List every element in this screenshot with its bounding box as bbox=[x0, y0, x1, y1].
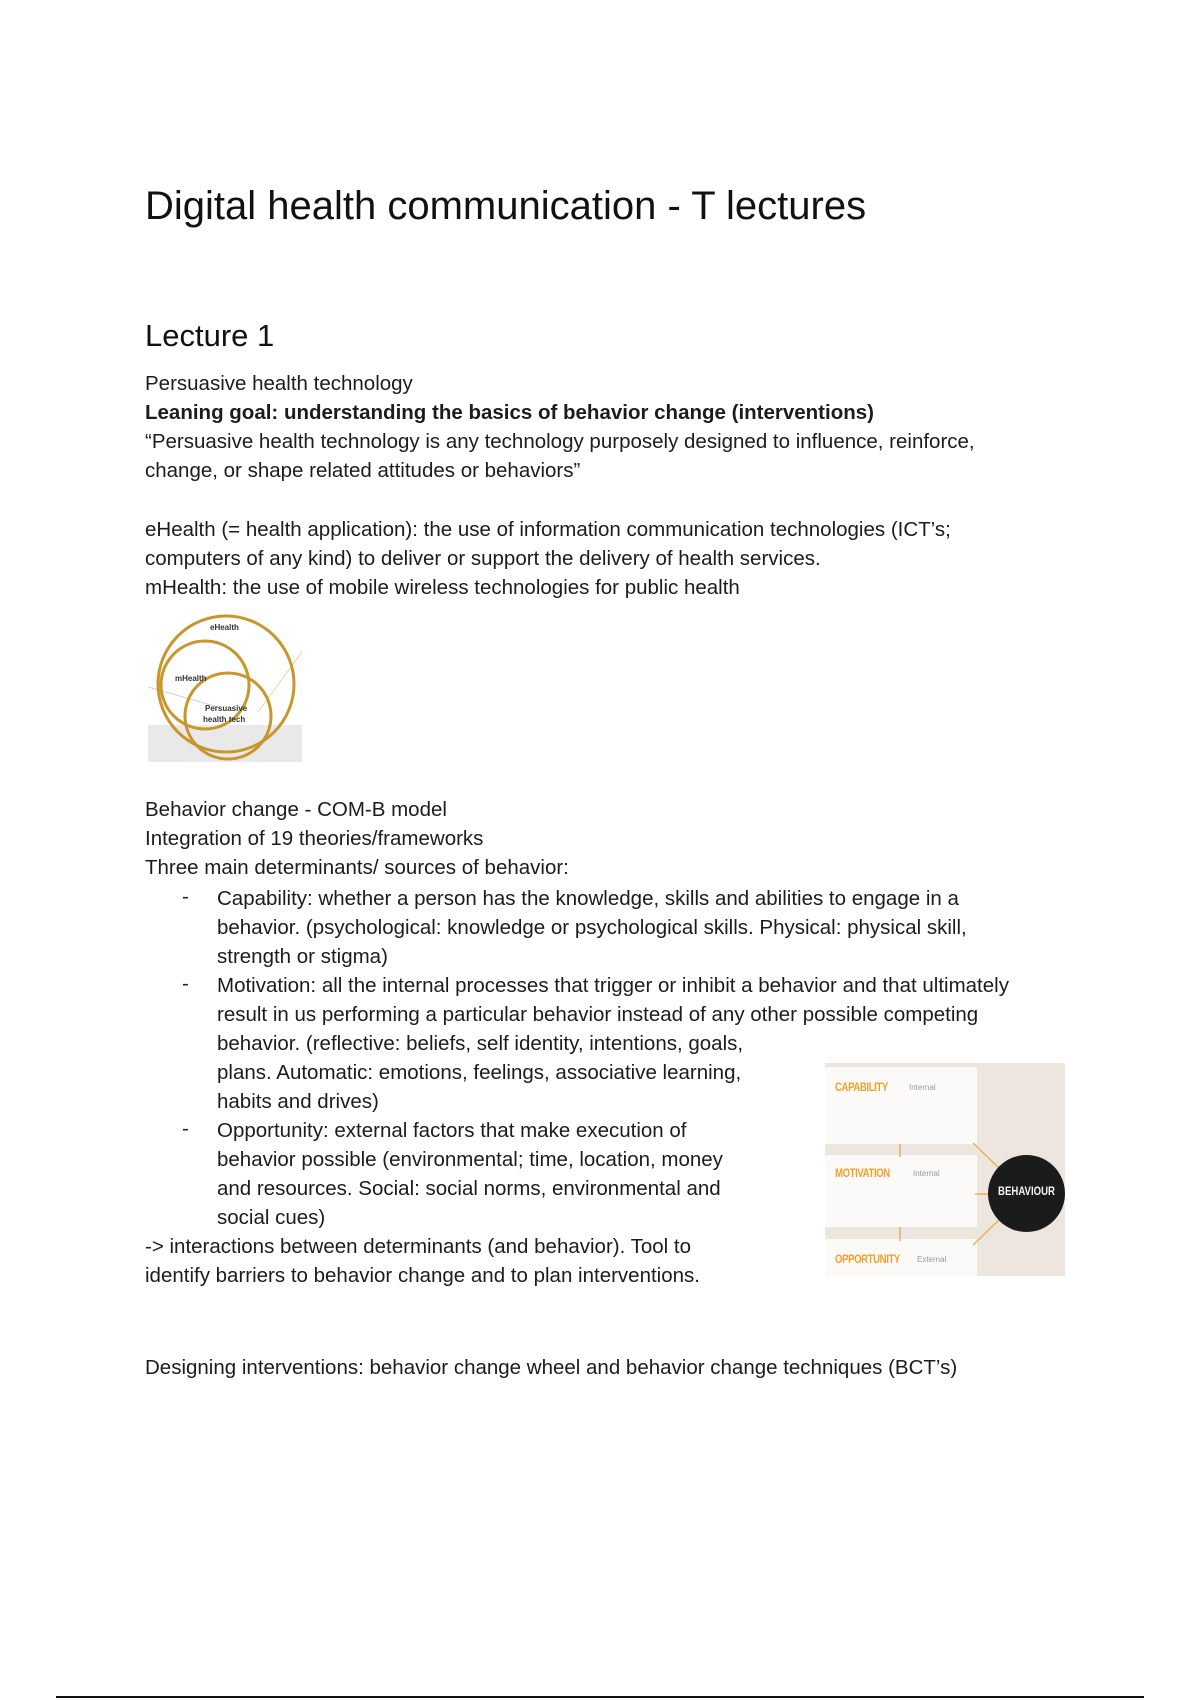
capability-type: Internal bbox=[909, 1083, 936, 1092]
ehealth-circle bbox=[158, 616, 294, 752]
quote-block bbox=[145, 427, 975, 485]
document-title: Digital health communication - T lectures bbox=[145, 184, 867, 228]
bullet-line: behavior. (psychological: knowledge or psychological skills. Physical: physical skill, bbox=[217, 916, 967, 939]
quote-line: change, or shape related attitudes or behaviors” bbox=[145, 459, 581, 482]
opportunity-label: OPPORTUNITY bbox=[835, 1252, 900, 1266]
learning-goal: Leaning goal: understanding the basics of behavior change (interventions) bbox=[145, 401, 874, 424]
comb-model-diagram bbox=[825, 1063, 1065, 1276]
venn-label-mhealth: mHealth bbox=[175, 674, 207, 683]
motivation-label: MOTIVATION bbox=[835, 1166, 890, 1180]
bullet-line: plans. Automatic: emotions, feelings, associative learning, bbox=[217, 1061, 742, 1084]
section-heading: Lecture 1 bbox=[145, 318, 275, 353]
definition-line: mHealth: the use of mobile wireless technologies for public health bbox=[145, 576, 740, 599]
bullet-line: behavior possible (environmental; time, location, money bbox=[217, 1148, 723, 1171]
bullet-line: result in us performing a particular behavior instead of any other possible competing bbox=[217, 1003, 979, 1026]
bullet-line: Motivation: all the internal processes that trigger or inhibit a behavior and that ultimately bbox=[217, 974, 1009, 997]
topic-line: Persuasive health technology bbox=[145, 372, 413, 395]
venn-circles bbox=[148, 612, 302, 762]
quote-line: “Persuasive health technology is any technology purposely designed to influence, reinforce, bbox=[145, 430, 975, 453]
bullet-line: and resources. Social: social norms, environmental and bbox=[217, 1177, 721, 1200]
comb-line: Behavior change - COM-B model bbox=[145, 798, 447, 821]
definitions-block bbox=[145, 515, 951, 602]
bullet-dash: - bbox=[182, 972, 189, 995]
bullet-line: social cues) bbox=[217, 1206, 326, 1229]
conclusion-line: identify barriers to behavior change and to plan interventions. bbox=[145, 1264, 700, 1287]
definition-line: eHealth (= health application): the use of information communication technologies (ICT’s; bbox=[145, 518, 951, 541]
bullet-dash: - bbox=[182, 1117, 189, 1140]
conclusion-line: -> interactions between determinants (and behavior). Tool to bbox=[145, 1235, 692, 1258]
closing-line: Designing interventions: behavior change wheel and behavior change techniques (BCT’s) bbox=[145, 1356, 958, 1379]
ehealth-venn-diagram bbox=[148, 612, 302, 760]
bullet-line: habits and drives) bbox=[217, 1090, 379, 1113]
bullet-line: Capability: whether a person has the knowledge, skills and abilities to engage in a bbox=[217, 887, 959, 910]
comb-intro bbox=[145, 795, 569, 882]
behaviour-label: BEHAVIOUR bbox=[998, 1184, 1055, 1198]
motivation-type: Internal bbox=[913, 1169, 940, 1178]
behaviour-circle bbox=[988, 1155, 1065, 1232]
capability-label: CAPABILITY bbox=[835, 1080, 888, 1094]
bullet-capability bbox=[217, 884, 967, 971]
comb-line: Three main determinants/ sources of behavior: bbox=[145, 856, 569, 879]
bullet-line: strength or stigma) bbox=[217, 945, 388, 968]
bullet-line: behavior. (reflective: beliefs, self identity, intentions, goals, bbox=[217, 1032, 744, 1055]
bullet-opportunity bbox=[217, 1116, 723, 1232]
opportunity-type: External bbox=[917, 1255, 947, 1264]
comb-line: Integration of 19 theories/frameworks bbox=[145, 827, 484, 850]
venn-label-persuasive: Persuasive bbox=[205, 704, 248, 713]
venn-label-health-tech: health tech bbox=[203, 715, 246, 724]
comb-conclusion bbox=[145, 1232, 700, 1290]
page-bottom-rule bbox=[56, 1696, 1144, 1698]
definition-line: computers of any kind) to deliver or support the delivery of health services. bbox=[145, 547, 821, 570]
bullet-dash: - bbox=[182, 885, 189, 908]
bullet-line: Opportunity: external factors that make execution of bbox=[217, 1119, 687, 1142]
venn-label-ehealth: eHealth bbox=[210, 623, 239, 632]
